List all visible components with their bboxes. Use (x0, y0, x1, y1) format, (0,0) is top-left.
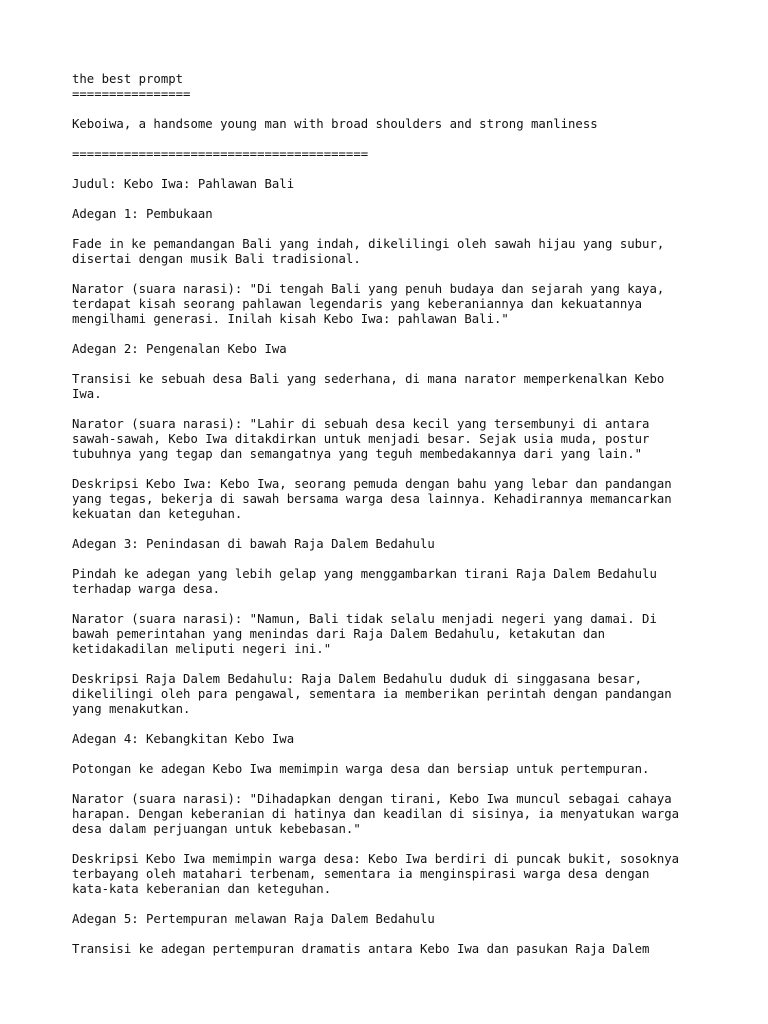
narrator-paragraph: Narator (suara narasi): "Dihadapkan dengan tirani, Kebo Iwa muncul sebagai cahaya harapan. Dengan keberanian di hatinya dan keadilan di sisinya, ia menyatukan warga desa dalam perjuangan untuk kebebasan." (72, 792, 680, 836)
header-block (72, 72, 712, 102)
document-page (72, 72, 712, 972)
scene-heading: Adegan 1: Pembukaan (72, 207, 213, 221)
document-title: the best prompt (72, 72, 184, 86)
subject-line: Keboiwa, a handsome young man with broad shoulders and strong manliness (72, 117, 598, 131)
scene-heading: Adegan 2: Pengenalan Kebo Iwa (72, 342, 287, 356)
scene-paragraph: Fade in ke pemandangan Bali yang indah, dikelilingi oleh sawah hijau yang subur, disertai dengan musik Bali tradisional. (72, 237, 665, 266)
scene-paragraph: Pindah ke adegan yang lebih gelap yang menggambarkan tirani Raja Dalem Bedahulu terhadap warga desa. (72, 567, 657, 596)
separator-line: ======================================== (72, 147, 369, 161)
narrator-paragraph: Narator (suara narasi): "Di tengah Bali yang penuh budaya dan sejarah yang kaya, terdapat kisah seorang pahlawan legendaris yang keberaniannya dan kekuatannya mengilhami generasi. Inilah kisah Kebo Iwa: pahlawan Bali." (72, 282, 665, 326)
description-paragraph: Deskripsi Raja Dalem Bedahulu: Raja Dalem Bedahulu duduk di singgasana besar, dikelilingi oleh para pengawal, sementara ia memberikan perintah dengan pandangan yang menakutkan. (72, 672, 672, 716)
scene-paragraph: Transisi ke sebuah desa Bali yang sederhana, di mana narator memperkenalkan Kebo Iwa. (72, 372, 665, 401)
scene-paragraph: Transisi ke adegan pertempuran dramatis antara Kebo Iwa dan pasukan Raja Dalem (72, 942, 650, 956)
description-paragraph: Deskripsi Kebo Iwa: Kebo Iwa, seorang pemuda dengan bahu yang lebar dan pandangan yang tegas, bekerja di sawah bersama warga desa lainnya. Kehadirannya memancarkan kekuatan dan keteguhan. (72, 477, 672, 521)
scene-paragraph: Potongan ke adegan Kebo Iwa memimpin warga desa dan bersiap untuk pertempuran. (72, 762, 650, 776)
scene-heading: Adegan 3: Penindasan di bawah Raja Dalem Bedahulu (72, 537, 435, 551)
scene-heading: Adegan 5: Pertempuran melawan Raja Dalem Bedahulu (72, 912, 435, 926)
script-title: Judul: Kebo Iwa: Pahlawan Bali (72, 177, 295, 191)
narrator-paragraph: Narator (suara narasi): "Lahir di sebuah desa kecil yang tersembunyi di antara sawah-sawah, Kebo Iwa ditakdirkan untuk menjadi besar. Sejak usia muda, postur tubuhnya yang tegap dan semangatnya yang teguh membedakannya dari yang lain." (72, 417, 650, 461)
scene-heading: Adegan 4: Kebangkitan Kebo Iwa (72, 732, 295, 746)
title-underline: ================ (72, 87, 191, 101)
description-paragraph: Deskripsi Kebo Iwa memimpin warga desa: Kebo Iwa berdiri di puncak bukit, sosoknya terbayang oleh matahari terbenam, sementara ia menginspirasi warga desa dengan kata-kata keberanian dan keteguhan. (72, 852, 680, 896)
narrator-paragraph: Narator (suara narasi): "Namun, Bali tidak selalu menjadi negeri yang damai. Di bawah pemerintahan yang menindas dari Raja Dalem Bedahulu, ketakutan dan ketidakadilan meliputi negeri ini." (72, 612, 657, 656)
